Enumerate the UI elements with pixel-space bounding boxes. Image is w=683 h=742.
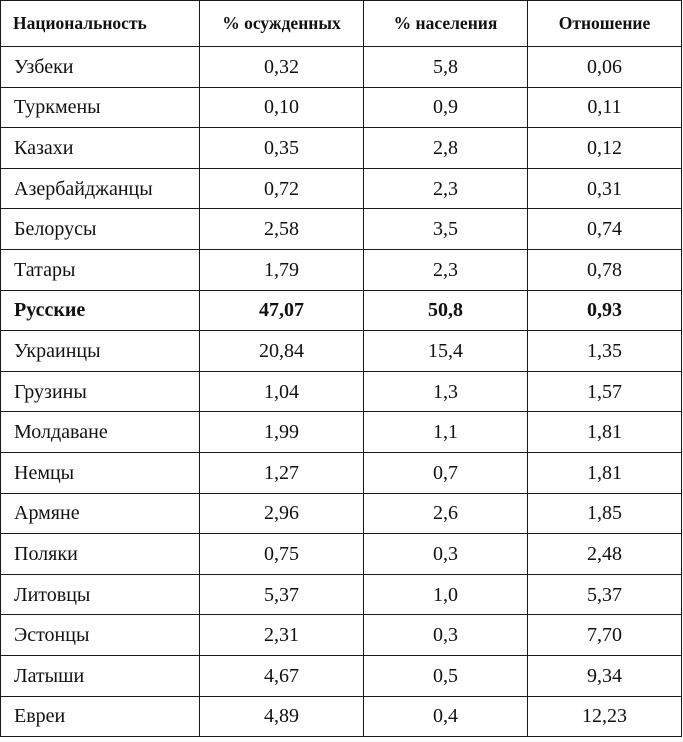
nationality-cell: Поляки	[1, 534, 200, 575]
population-percent-cell: 0,5	[364, 655, 528, 696]
population-percent-cell: 15,4	[364, 331, 528, 372]
header-ratio: Отношение	[528, 1, 682, 47]
population-percent-cell: 2,3	[364, 249, 528, 290]
population-percent-cell: 1,0	[364, 574, 528, 615]
table-row	[1, 371, 682, 412]
population-percent-cell: 0,7	[364, 452, 528, 493]
nationality-cell: Туркмены	[1, 87, 200, 128]
nationality-cell: Азербайджанцы	[1, 168, 200, 209]
ratio-cell: 0,31	[528, 168, 682, 209]
convicted-percent-cell: 0,10	[200, 87, 364, 128]
table-row	[1, 87, 682, 128]
population-percent-cell: 0,3	[364, 534, 528, 575]
convicted-percent-cell: 1,99	[200, 412, 364, 453]
convicted-percent-cell: 2,31	[200, 615, 364, 656]
table-row	[1, 493, 682, 534]
ratio-cell: 0,93	[528, 290, 682, 331]
table-row	[1, 128, 682, 169]
table-body	[1, 47, 682, 737]
table-row	[1, 574, 682, 615]
ratio-cell: 1,81	[528, 412, 682, 453]
convicted-percent-cell: 4,67	[200, 655, 364, 696]
nationality-cell: Белорусы	[1, 209, 200, 250]
table-row	[1, 249, 682, 290]
population-percent-cell: 0,4	[364, 696, 528, 737]
population-percent-cell: 0,3	[364, 615, 528, 656]
nationality-cell: Украинцы	[1, 331, 200, 372]
convicted-percent-cell: 4,89	[200, 696, 364, 737]
table-row	[1, 534, 682, 575]
ratio-cell: 7,70	[528, 615, 682, 656]
table-row	[1, 655, 682, 696]
nationality-cell: Литовцы	[1, 574, 200, 615]
convicted-percent-cell: 0,72	[200, 168, 364, 209]
nationality-cell: Латыши	[1, 655, 200, 696]
nationality-cell: Молдаване	[1, 412, 200, 453]
table-row	[1, 615, 682, 656]
convicted-percent-cell: 0,75	[200, 534, 364, 575]
population-percent-cell: 1,3	[364, 371, 528, 412]
population-percent-cell: 3,5	[364, 209, 528, 250]
nationality-cell: Татары	[1, 249, 200, 290]
table-row	[1, 696, 682, 737]
ratio-cell: 5,37	[528, 574, 682, 615]
population-percent-cell: 2,3	[364, 168, 528, 209]
convicted-percent-cell: 1,27	[200, 452, 364, 493]
ratio-cell: 12,23	[528, 696, 682, 737]
table-row	[1, 209, 682, 250]
population-percent-cell: 0,9	[364, 87, 528, 128]
ratio-cell: 1,57	[528, 371, 682, 412]
table-row	[1, 452, 682, 493]
population-percent-cell: 1,1	[364, 412, 528, 453]
nationality-cell: Евреи	[1, 696, 200, 737]
ratio-cell: 0,12	[528, 128, 682, 169]
population-percent-cell: 2,8	[364, 128, 528, 169]
nationality-cell: Грузины	[1, 371, 200, 412]
table-row	[1, 168, 682, 209]
nationality-cell: Армяне	[1, 493, 200, 534]
convicted-percent-cell: 20,84	[200, 331, 364, 372]
convicted-percent-cell: 5,37	[200, 574, 364, 615]
convicted-percent-cell: 47,07	[200, 290, 364, 331]
table-row	[1, 331, 682, 372]
nationality-cell: Казахи	[1, 128, 200, 169]
population-percent-cell: 5,8	[364, 47, 528, 88]
convicted-percent-cell: 1,04	[200, 371, 364, 412]
ratio-cell: 0,11	[528, 87, 682, 128]
nationality-cell: Немцы	[1, 452, 200, 493]
ratio-cell: 2,48	[528, 534, 682, 575]
convicted-percent-cell: 2,96	[200, 493, 364, 534]
convicted-percent-cell: 2,58	[200, 209, 364, 250]
population-percent-cell: 50,8	[364, 290, 528, 331]
ratio-cell: 0,74	[528, 209, 682, 250]
table-row	[1, 412, 682, 453]
header-convicted-percent: % осужденных	[200, 1, 364, 47]
table-header-row	[1, 1, 682, 47]
convicted-percent-cell: 0,32	[200, 47, 364, 88]
table-row	[1, 290, 682, 331]
ratio-cell: 0,06	[528, 47, 682, 88]
ratio-cell: 0,78	[528, 249, 682, 290]
nationality-cell: Русские	[1, 290, 200, 331]
nationality-cell: Эстонцы	[1, 615, 200, 656]
header-nationality: Национальность	[1, 1, 200, 47]
convicted-percent-cell: 0,35	[200, 128, 364, 169]
ratio-cell: 9,34	[528, 655, 682, 696]
convicted-percent-cell: 1,79	[200, 249, 364, 290]
nationality-cell: Узбеки	[1, 47, 200, 88]
population-percent-cell: 2,6	[364, 493, 528, 534]
ratio-cell: 1,81	[528, 452, 682, 493]
table-row	[1, 47, 682, 88]
ratio-cell: 1,85	[528, 493, 682, 534]
ratio-cell: 1,35	[528, 331, 682, 372]
header-population-percent: % населения	[364, 1, 528, 47]
